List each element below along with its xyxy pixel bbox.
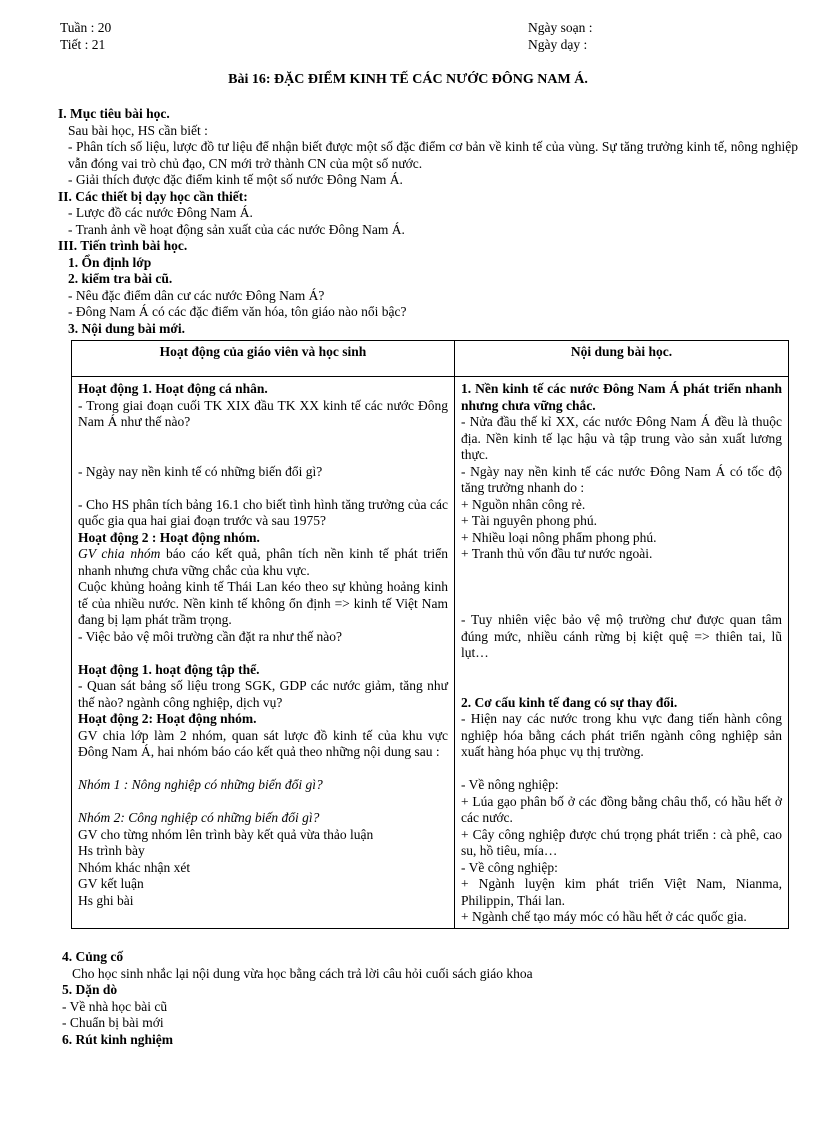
spacer xyxy=(78,431,448,448)
spacer xyxy=(78,447,448,464)
table-body-row xyxy=(72,377,789,929)
lesson-content-cell xyxy=(455,377,789,929)
lesson-content-table xyxy=(71,340,789,929)
procedure-step: Hs ghi bài xyxy=(78,892,134,908)
step1-heading: 1. Ổn định lớp xyxy=(68,254,152,270)
section6-heading: 6. Rút kinh nghiệm xyxy=(62,1031,174,1047)
section2-line: - Lược đồ các nước Đông Nam Á. xyxy=(68,205,253,220)
procedure-step: Nhóm khác nhận xét xyxy=(78,859,191,875)
spacer xyxy=(78,761,448,778)
left-column-header: Hoạt động của giáo viên và học sinh xyxy=(72,341,455,377)
content1-title: 1. Nền kinh tế các nước Đông Nam Á phát triển nhanh nhưng chưa vững chắc. xyxy=(461,381,782,413)
section5-line: - Chuẩn bị bài mới xyxy=(62,1015,164,1030)
activity2b-text: GV chia lớp làm 2 nhóm, quan sát lược đồ kinh tế của khu vực Đông Nam Á, hai nhóm báo cáo kết quả theo những nội dung sau : xyxy=(78,727,448,759)
agriculture-item: + Cây công nghiệp được chú trọng phát triển : cà phê, cao su, hồ tiêu, mía… xyxy=(461,826,782,858)
header-left xyxy=(60,20,111,53)
spacer xyxy=(461,761,782,778)
activity1b-question: - Quan sát bảng số liệu trong SGK, GDP các nước giảm, tăng như thế nào? ngành công nghiệp, dịch vụ? xyxy=(78,678,448,710)
agriculture-title: - Về nông nghiệp: xyxy=(461,777,559,792)
spacer xyxy=(461,678,782,695)
section5-heading: 5. Dặn dò xyxy=(62,982,118,997)
content2-paragraph: - Hiện nay các nước trong khu vực đang tiến hành công nghiệp hóa bằng cách phát triển ngành công nghiệp sản xuất hàng hóa phục vụ thị trường. xyxy=(461,711,782,759)
step2-line: - Đông Nam Á có các đặc điểm văn hóa, tôn giáo nào nổi bậc? xyxy=(68,304,407,319)
content1-paragraph: - Tuy nhiên việc bảo vệ mộ trường chư được quan tâm đúng mức, nhiều cánh rừng bị kiệt quệ => thiên tai, lũ lụt… xyxy=(461,612,782,660)
activity1-question: - Ngày nay nền kinh tế có những biến đổi gì? xyxy=(78,463,323,479)
lesson-title: Bài 16: ĐẶC ĐIỂM KINH TẾ CÁC NƯỚC ĐÔNG NAM Á. xyxy=(228,72,588,87)
teach-date-label: Ngày dạy : xyxy=(528,36,588,52)
growth-reason: + Nhiều loại nông phẩm phong phú. xyxy=(461,529,657,545)
activity1-question: - Cho HS phân tích bảng 16.1 cho biết tình hình tăng trưởng của các quốc gia qua hai giai đoạn trước và sau 1975? xyxy=(78,496,448,528)
step3-heading: 3. Nội dung bài mới. xyxy=(68,320,186,336)
content1-paragraph: - Nửa đầu thế kỉ XX, các nước Đông Nam Á đều là thuộc địa. Nền kinh tế lạc hậu và tập trung vào sản xuất lương thực. xyxy=(461,414,782,462)
procedure-step: Hs trình bày xyxy=(78,843,145,858)
activity2-question: - Việc bảo vệ môi trường cần đặt ra như thế nào? xyxy=(78,628,342,644)
spacer xyxy=(78,645,448,662)
agriculture-item: + Lúa gạo phân bố ở các đồng bằng châu thổ, có hầu hết ở các nước. xyxy=(461,793,782,825)
spacer xyxy=(461,563,782,580)
group2-task: Nhóm 2: Công nghiệp có những biến đổi gì? xyxy=(78,810,320,825)
procedure-step: GV kết luận xyxy=(78,876,144,891)
activity2-crisis: Cuộc khủng hoảng kinh tế Thái Lan kéo theo sự khủng hoảng kinh tế của nhiều nước. Nền kinh tế không ổn định => kinh tế Việt Nam đang bị lạm phát trầm trọng. xyxy=(78,579,448,627)
activity1-question: - Trong giai đoạn cuối TK XIX đầu TK XX kinh tế các nước Đông Nam Á như thế nào? xyxy=(78,397,448,429)
industry-item: + Ngành chế tạo máy móc có hầu hết ở các quốc gia. xyxy=(461,909,747,924)
industry-item: + Ngành luyện kim phát triển Việt Nam, Nianma, Philippin, Thái lan. xyxy=(461,876,782,908)
section1-line: - Giải thích được đặc điểm kinh tế một số nước Đông Nam Á. xyxy=(68,172,403,187)
teacher-activities-cell xyxy=(72,377,455,929)
week-label: Tuần : 20 xyxy=(60,20,112,35)
activity1b-title: Hoạt động 1. hoạt động tập thể. xyxy=(78,661,260,677)
content1-paragraph: - Ngày nay nền kinh tế các nước Đông Nam Á có tốc độ tăng trưởng nhanh do : xyxy=(461,463,782,495)
header-right xyxy=(528,20,593,53)
intro-sections xyxy=(58,106,798,337)
right-column-header: Nội dung bài học. xyxy=(455,341,789,377)
spacer xyxy=(461,579,782,596)
activity2-rest: báo cáo kết quả, phân tích nền kinh tế phát triển nhanh nhưng chưa vững chắc của khu vực. xyxy=(78,546,448,578)
period-label: Tiết : 21 xyxy=(60,36,106,52)
spacer xyxy=(78,480,448,497)
prep-date-label: Ngày soạn : xyxy=(528,20,593,35)
procedure-step: GV cho từng nhóm lên trình bày kết quả vừa thảo luận xyxy=(78,826,374,842)
section1-line: Sau bài học, HS cần biết : xyxy=(68,122,208,138)
growth-reason: + Tài nguyên phong phú. xyxy=(461,513,597,528)
step2-heading: 2. kiểm tra bài cũ. xyxy=(68,271,173,286)
activity2b-title: Hoạt động 2: Hoạt động nhóm. xyxy=(78,711,257,726)
closing-sections xyxy=(62,949,802,1048)
content2-title: 2. Cơ cấu kinh tế đang có sự thay đổi. xyxy=(461,694,678,710)
group1-task: Nhóm 1 : Nông nghiệp có những biến đổi gì? xyxy=(78,777,323,792)
spacer xyxy=(461,662,782,679)
section2-heading: II. Các thiết bị dạy học cần thiết: xyxy=(58,188,248,204)
section1-line: - Phân tích số liệu, lược đồ tư liệu để nhận biết được một số đặc điểm cơ bản về kinh tế của vùng. Sự tăng trưởng kinh tế, nông nghiệp vẫn đóng vai trò chủ đạo, CN mới trở thành CN của một số nước. xyxy=(68,139,798,171)
spacer xyxy=(78,794,448,811)
activity1-title: Hoạt động 1. Hoạt động cá nhân. xyxy=(78,381,268,396)
activity2-italic: GV chia nhóm xyxy=(78,546,161,561)
activity2-text xyxy=(78,546,448,579)
section4-heading: 4. Củng cố xyxy=(62,949,124,964)
step2-line: - Nêu đặc điểm dân cư các nước Đông Nam Á? xyxy=(68,287,325,303)
section5-line: - Về nhà học bài cũ xyxy=(62,998,168,1014)
growth-reason: + Tranh thủ vốn đầu tư nước ngoài. xyxy=(461,546,653,561)
section4-text: Cho học sinh nhắc lại nội dung vừa học bằng cách trả lời câu hỏi cuối sách giáo khoa xyxy=(72,965,533,981)
growth-reason: + Nguồn nhân công rẻ. xyxy=(461,496,586,512)
section3-heading: III. Tiến trình bài học. xyxy=(58,238,188,253)
section2-line: - Tranh ảnh về hoạt động sản xuất của các nước Đông Nam Á. xyxy=(68,221,405,237)
spacer xyxy=(461,596,782,613)
table-header-row xyxy=(72,341,789,377)
industry-title: - Về công nghiệp: xyxy=(461,859,558,875)
section1-heading: I. Mục tiêu bài học. xyxy=(58,106,170,121)
activity2-title: Hoạt động 2 : Hoạt động nhóm. xyxy=(78,529,260,545)
